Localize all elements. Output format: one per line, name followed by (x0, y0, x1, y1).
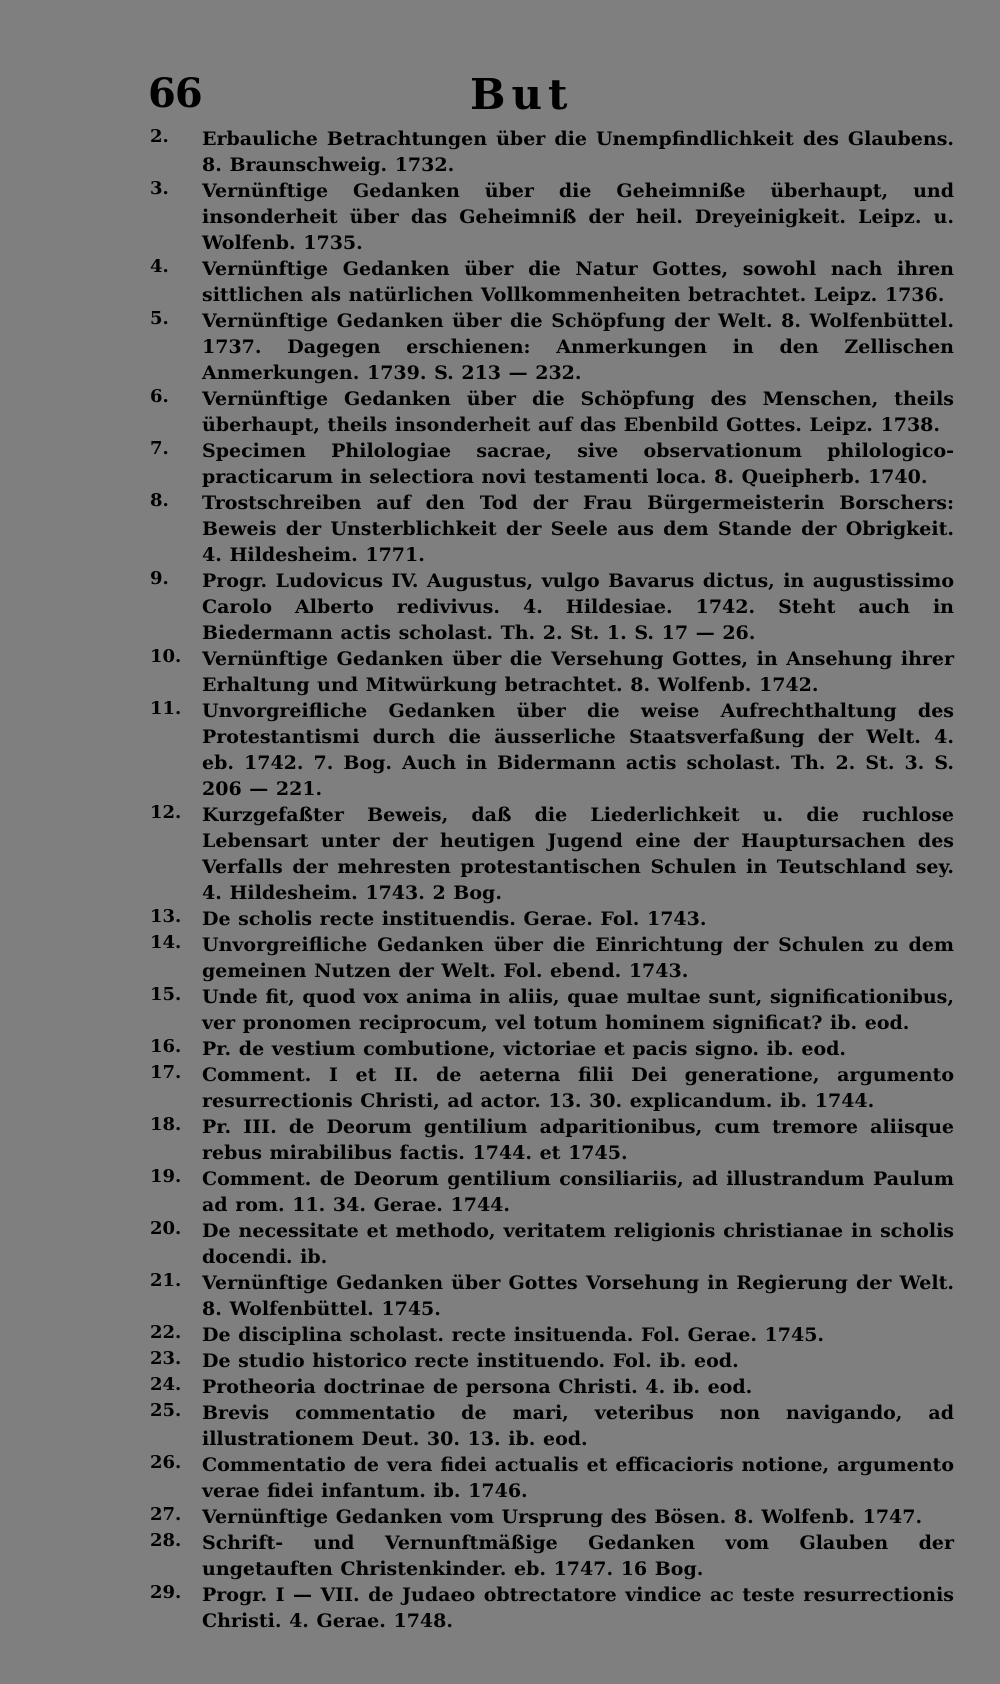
entry-number: 28. (150, 1530, 182, 1551)
entry-text: Trostschreiben auf den Tod der Frau Bürgermeisterin Borschers: Beweis der Unsterblichkeit der Seele aus dem Stande der Obrigkeit. 4. Hildesheim. 1771. (202, 492, 954, 566)
bibliography-entry (0, 1062, 954, 1114)
entry-text: Vernünftige Gedanken über Gottes Vorsehung in Regierung der Welt. 8. Wolfenbüttel. 1745. (202, 1272, 954, 1320)
bibliography-entry (0, 568, 954, 646)
entry-number: 27. (150, 1504, 182, 1525)
entry-text: Comment. I et II. de aeterna filii Dei generatione, argumento resurrectionis Christi, ad actor. 13. 30. explicandum. ib. 1744. (202, 1064, 954, 1112)
entry-number: 9. (150, 568, 169, 589)
entry-number: 20. (150, 1218, 182, 1239)
entry-number: 11. (150, 698, 182, 719)
entry-text: Comment. de Deorum gentilium consiliariis, ad illustrandum Paulum ad rom. 11. 34. Gerae. 1744. (202, 1168, 954, 1216)
bibliography-entry (0, 646, 954, 698)
entry-text: Progr. Ludovicus IV. Augustus, vulgo Bavarus dictus, in augustissimo Carolo Alberto redivivus. 4. Hildesiae. 1742. Steht auch in Biedermann actis scholast. Th. 2. St. 1. S. 17 — 26. (202, 570, 954, 644)
entry-text: De studio historico recte instituendo. Fol. ib. eod. (202, 1350, 739, 1372)
entry-number: 24. (150, 1374, 182, 1395)
entry-number: 14. (150, 932, 182, 953)
entry-number: 3. (150, 178, 169, 199)
entry-text: Brevis commentatio de mari, veteribus non navigando, ad illustrationem Deut. 30. 13. ib. eod. (202, 1402, 954, 1450)
entry-text: Kurzgefaßter Beweis, daß die Liederlichkeit u. die ruchlose Lebensart unter der heutigen Jugend eine der Hauptursachen des Verfalls der mehresten protestantischen Schulen in Teutschland sey. 4. Hildesheim. 1743. 2 Bog. (202, 804, 954, 904)
bibliography-entry (0, 698, 954, 802)
entry-text: Commentatio de vera fidei actualis et efficacioris notione, argumento verae fidei infantum. ib. 1746. (202, 1454, 954, 1502)
entry-text: De necessitate et methodo, veritatem religionis christianae in scholis docendi. ib. (202, 1220, 954, 1268)
entry-number: 18. (150, 1114, 182, 1135)
entry-text: Unvorgreifliche Gedanken über die weise Aufrechthaltung des Protestantismi durch die äusserliche Staatsverfaßung der Welt. 4. eb. 1742. 7. Bog. Auch in Bidermann actis scholast. Th. 2. St. 3. S. 206 — 221. (202, 700, 954, 800)
entry-number: 5. (150, 308, 169, 329)
bibliography-entry (0, 178, 954, 256)
bibliography-entry (0, 1582, 954, 1634)
entry-text: Vernünftige Gedanken über die Schöpfung des Menschen, theils überhaupt, theils insonderheit auf das Ebenbild Gottes. Leipz. 1738. (202, 388, 954, 436)
bibliography-entry (0, 1218, 954, 1270)
page-header (0, 70, 1000, 130)
entry-text: Unvorgreifliche Gedanken über die Einrichtung der Schulen zu dem gemeinen Nutzen der Welt. Fol. ebend. 1743. (202, 934, 954, 982)
bibliography-entry (0, 1530, 954, 1582)
bibliography-entry (0, 1270, 954, 1322)
entry-text: Specimen Philologiae sacrae, sive observationum philologico-practicarum in selectiora novi testamenti loca. 8. Queipherb. 1740. (202, 440, 954, 488)
entry-number: 2. (150, 126, 169, 147)
bibliography-entry (0, 1166, 954, 1218)
entry-number: 29. (150, 1582, 182, 1603)
entry-text: Vernünftige Gedanken über die Natur Gottes, sowohl nach ihren sittlichen als natürlichen Vollkommenheiten betrachtet. Leipz. 1736. (202, 258, 954, 306)
bibliography-entry (0, 308, 954, 386)
entry-number: 12. (150, 802, 182, 823)
bibliography-entry (0, 256, 954, 308)
bibliography-entry (0, 802, 954, 906)
bibliography-entry (0, 490, 954, 568)
bibliography-entry (0, 126, 954, 178)
entry-number: 10. (150, 646, 182, 667)
entry-text: Vernünftige Gedanken vom Ursprung des Bösen. 8. Wolfenb. 1747. (202, 1506, 923, 1528)
entry-text: Vernünftige Gedanken über die Geheimniße überhaupt, und insonderheit über das Geheimniß der heil. Dreyeinigkeit. Leipz. u. Wolfenb. 1735. (202, 180, 954, 254)
entry-text: Pr. III. de Deorum gentilium adparitionibus, cum tremore aliisque rebus mirabilibus factis. 1744. et 1745. (202, 1116, 954, 1164)
entry-number: 15. (150, 984, 182, 1005)
entry-text: De scholis recte instituendis. Gerae. Fol. 1743. (202, 908, 707, 930)
entry-text: Vernünftige Gedanken über die Versehung Gottes, in Ansehung ihrer Erhaltung und Mitwürkung betrachtet. 8. Wolfenb. 1742. (202, 648, 954, 696)
bibliography-list (0, 126, 1000, 1634)
entry-number: 17. (150, 1062, 182, 1083)
entry-text: Progr. I — VII. de Judaeo obtrectatore vindice ac teste resurrectionis Christi. 4. Gerae. 1748. (202, 1584, 954, 1632)
entry-number: 4. (150, 256, 169, 277)
entry-number: 25. (150, 1400, 182, 1421)
entry-text: Erbauliche Betrachtungen über die Unempfindlichkeit des Glaubens. 8. Braunschweig. 1732. (202, 128, 954, 176)
bibliography-entry (0, 1504, 954, 1530)
page-number: 66 (148, 70, 202, 117)
entry-text: Schrift- und Vernunftmäßige Gedanken vom Glauben der ungetauften Christenkinder. eb. 1747. 16 Bog. (202, 1532, 954, 1580)
running-head: But (470, 70, 574, 119)
entry-number: 22. (150, 1322, 182, 1343)
bibliography-entry (0, 1452, 954, 1504)
bibliography-entry (0, 1114, 954, 1166)
bibliography-entry (0, 386, 954, 438)
bibliography-entry (0, 1322, 954, 1348)
entry-number: 8. (150, 490, 169, 511)
entry-text: Protheoria doctrinae de persona Christi. 4. ib. eod. (202, 1376, 753, 1398)
entry-number: 21. (150, 1270, 182, 1291)
bibliography-entry (0, 932, 954, 984)
entry-number: 19. (150, 1166, 182, 1187)
entry-text: Unde fit, quod vox anima in aliis, quae multae sunt, significationibus, ver pronomen reciprocum, vel totum hominem significat? ib. eod. (202, 986, 954, 1034)
bibliography-entry (0, 984, 954, 1036)
entry-number: 7. (150, 438, 169, 459)
bibliography-entry (0, 438, 954, 490)
entry-number: 13. (150, 906, 182, 927)
entry-text: De disciplina scholast. recte insituenda. Fol. Gerae. 1745. (202, 1324, 825, 1346)
entry-text: Vernünftige Gedanken über die Schöpfung der Welt. 8. Wolfenbüttel. 1737. Dagegen erschienen: Anmerkungen in den Zellischen Anmerkungen. 1739. S. 213 — 232. (202, 310, 954, 384)
entry-number: 23. (150, 1348, 182, 1369)
entry-number: 26. (150, 1452, 182, 1473)
bibliography-entry (0, 1348, 954, 1374)
bibliography-entry (0, 1400, 954, 1452)
entry-number: 6. (150, 386, 169, 407)
entry-text: Pr. de vestium combutione, victoriae et pacis signo. ib. eod. (202, 1038, 847, 1060)
bibliography-entry (0, 1374, 954, 1400)
bibliography-entry (0, 1036, 954, 1062)
entry-number: 16. (150, 1036, 182, 1057)
bibliography-entry (0, 906, 954, 932)
